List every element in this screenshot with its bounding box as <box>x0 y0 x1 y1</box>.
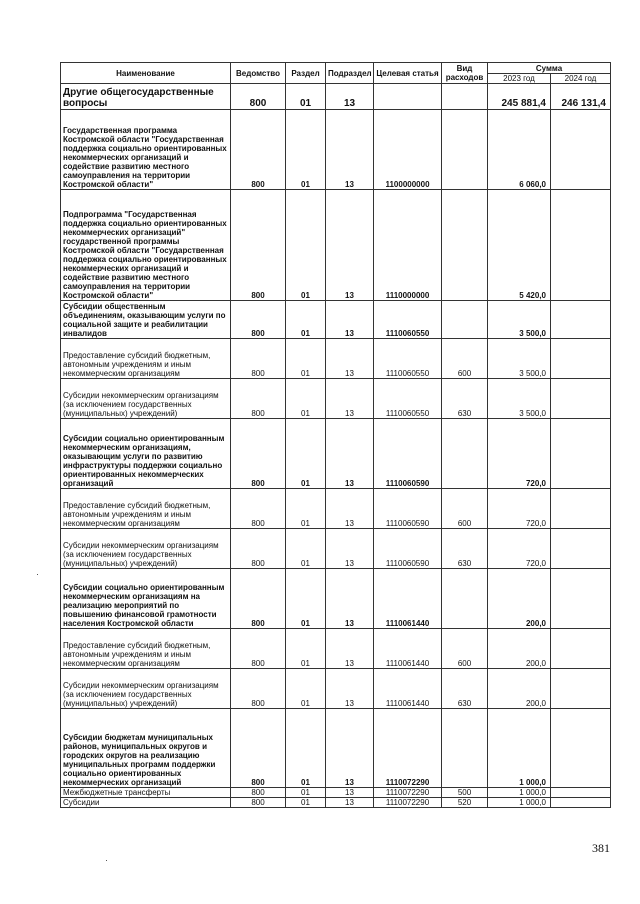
table-row <box>61 569 611 629</box>
row-section: 01 <box>286 419 326 489</box>
row-subsection: 13 <box>326 379 374 419</box>
scan-speck <box>37 574 38 575</box>
row-name: Предоставление субсидий бюджетным, автономным учреждениям и иным некоммерческим организациям <box>61 629 231 669</box>
row-subsection: 13 <box>326 301 374 339</box>
table-row <box>61 419 611 489</box>
col-header-exp-type: Вид расходов <box>442 63 488 84</box>
col-header-name: Наименование <box>61 63 231 84</box>
row-sum-2024 <box>551 788 611 798</box>
row-section: 01 <box>286 301 326 339</box>
table-row <box>61 788 611 798</box>
row-subsection: 13 <box>326 489 374 529</box>
row-dept: 800 <box>231 110 286 190</box>
row-sum-2024 <box>551 301 611 339</box>
row-section: 01 <box>286 629 326 669</box>
row-dept: 800 <box>231 629 286 669</box>
row-dept: 800 <box>231 301 286 339</box>
row-target: 1110060590 <box>374 419 442 489</box>
row-section: 01 <box>286 569 326 629</box>
row-exp-type <box>442 709 488 788</box>
row-name: Субсидии социально ориентированным некоммерческим организациям на реализацию мероприятий по повышению финансовой грамотности населения Костромской области <box>61 569 231 629</box>
row-exp-type: 600 <box>442 629 488 669</box>
row-exp-type: 600 <box>442 489 488 529</box>
row-dept: 800 <box>231 788 286 798</box>
row-subsection: 13 <box>326 669 374 709</box>
row-dept: 800 <box>231 190 286 301</box>
row-subsection: 13 <box>326 419 374 489</box>
row-exp-type: 520 <box>442 798 488 808</box>
row-subsection: 13 <box>326 798 374 808</box>
row-target: 1110060590 <box>374 529 442 569</box>
row-name: Предоставление субсидий бюджетным, автономным учреждениям и иным некоммерческим организациям <box>61 339 231 379</box>
row-section: 01 <box>286 788 326 798</box>
row-sum-2024 <box>551 629 611 669</box>
budget-table <box>60 62 611 808</box>
row-exp-type: 600 <box>442 339 488 379</box>
row-section: 01 <box>286 798 326 808</box>
row-sum-2023: 200,0 <box>488 569 551 629</box>
row-sum-2024 <box>551 419 611 489</box>
row-sum-2023: 1 000,0 <box>488 788 551 798</box>
row-subsection: 13 <box>326 339 374 379</box>
row-section: 01 <box>286 110 326 190</box>
row-sum-2024 <box>551 379 611 419</box>
row-target: 1110061440 <box>374 569 442 629</box>
row-target: 1110060590 <box>374 489 442 529</box>
row-dept: 800 <box>231 709 286 788</box>
row-name: Субсидии социально ориентированным некоммерческим организациям, оказывающим услуги по развитию инфраструктуры поддержки социально ориентированных некоммерческих организаций <box>61 419 231 489</box>
row-exp-type <box>442 569 488 629</box>
row-section: 01 <box>286 339 326 379</box>
col-header-section: Раздел <box>286 63 326 84</box>
row-section: 01 <box>286 709 326 788</box>
row-dept: 800 <box>231 84 286 110</box>
row-name: Субсидии общественным объединениям, оказывающим услуги по социальной защите и реабилитации инвалидов <box>61 301 231 339</box>
row-sum-2024 <box>551 529 611 569</box>
row-target: 1110061440 <box>374 629 442 669</box>
table-row <box>61 190 611 301</box>
row-target: 1110060550 <box>374 379 442 419</box>
row-subsection: 13 <box>326 529 374 569</box>
row-sum-2024: 246 131,4 <box>551 84 611 110</box>
row-name: Подпрограмма "Государственная поддержка социально ориентированных некоммерческих организаций" государственной программы Костромской области "Государственная поддержка социально ориентированных некоммерческих организаций и содействие развитию местного самоуправления на территории Костромской области" <box>61 190 231 301</box>
col-header-dept: Ведомство <box>231 63 286 84</box>
row-section: 01 <box>286 529 326 569</box>
row-exp-type <box>442 419 488 489</box>
row-exp-type: 630 <box>442 669 488 709</box>
row-dept: 800 <box>231 669 286 709</box>
row-sum-2023: 720,0 <box>488 529 551 569</box>
row-subsection: 13 <box>326 629 374 669</box>
row-subsection: 13 <box>326 110 374 190</box>
row-sum-2023: 5 420,0 <box>488 190 551 301</box>
row-dept: 800 <box>231 798 286 808</box>
row-subsection: 13 <box>326 709 374 788</box>
row-name: Субсидии <box>61 798 231 808</box>
row-name: Другие общегосударственные вопросы <box>61 84 231 110</box>
table-row <box>61 379 611 419</box>
col-header-sum: Сумма <box>488 63 611 74</box>
row-sum-2024 <box>551 339 611 379</box>
table-row <box>61 489 611 529</box>
row-name: Субсидии некоммерческим организациям (за исключением государственных (муниципальных) учреждений) <box>61 669 231 709</box>
row-dept: 800 <box>231 379 286 419</box>
table-row <box>61 669 611 709</box>
row-sum-2023: 3 500,0 <box>488 379 551 419</box>
row-exp-type: 630 <box>442 379 488 419</box>
row-target: 1110072290 <box>374 798 442 808</box>
row-target: 1110060550 <box>374 339 442 379</box>
row-name: Субсидии бюджетам муниципальных районов, муниципальных округов и городских округов на реализацию муниципальных программ поддержки социально ориентированных некоммерческих организаций <box>61 709 231 788</box>
row-sum-2024 <box>551 110 611 190</box>
row-sum-2023: 3 500,0 <box>488 301 551 339</box>
row-target <box>374 84 442 110</box>
row-sum-2023: 720,0 <box>488 419 551 489</box>
row-section: 01 <box>286 190 326 301</box>
row-sum-2023: 1 000,0 <box>488 798 551 808</box>
row-dept: 800 <box>231 419 286 489</box>
row-subsection: 13 <box>326 84 374 110</box>
row-sum-2024 <box>551 489 611 529</box>
row-sum-2023: 245 881,4 <box>488 84 551 110</box>
row-exp-type <box>442 190 488 301</box>
col-header-2023: 2023 год <box>488 74 551 84</box>
row-name: Государственная программа Костромской области "Государственная поддержка социально ориентированных некоммерческих организаций и содействие развитию местного самоуправления на территории Костромской области" <box>61 110 231 190</box>
row-name: Предоставление субсидий бюджетным, автономным учреждениям и иным некоммерческим организациям <box>61 489 231 529</box>
row-target: 1110072290 <box>374 788 442 798</box>
row-sum-2024 <box>551 798 611 808</box>
row-dept: 800 <box>231 529 286 569</box>
row-exp-type: 500 <box>442 788 488 798</box>
row-target: 1100000000 <box>374 110 442 190</box>
row-target: 1110072290 <box>374 709 442 788</box>
row-sum-2023: 6 060,0 <box>488 110 551 190</box>
row-name: Субсидии некоммерческим организациям (за исключением государственных (муниципальных) учреждений) <box>61 529 231 569</box>
table-row <box>61 84 611 110</box>
col-header-target: Целевая статья <box>374 63 442 84</box>
row-sum-2024 <box>551 709 611 788</box>
page-number: 381 <box>592 841 610 855</box>
scan-speck <box>106 860 107 861</box>
row-sum-2024 <box>551 569 611 629</box>
row-section: 01 <box>286 379 326 419</box>
row-name: Межбюджетные трансферты <box>61 788 231 798</box>
row-exp-type <box>442 110 488 190</box>
table-row <box>61 629 611 669</box>
table-row <box>61 339 611 379</box>
row-name: Субсидии некоммерческим организациям (за исключением государственных (муниципальных) учреждений) <box>61 379 231 419</box>
table-row <box>61 529 611 569</box>
row-exp-type <box>442 84 488 110</box>
row-subsection: 13 <box>326 190 374 301</box>
row-sum-2024 <box>551 669 611 709</box>
table-row <box>61 301 611 339</box>
row-sum-2023: 1 000,0 <box>488 709 551 788</box>
col-header-2024: 2024 год <box>551 74 611 84</box>
row-dept: 800 <box>231 339 286 379</box>
table-body <box>61 84 611 808</box>
table-row <box>61 798 611 808</box>
row-target: 1110000000 <box>374 190 442 301</box>
row-sum-2023: 720,0 <box>488 489 551 529</box>
row-sum-2024 <box>551 190 611 301</box>
row-subsection: 13 <box>326 569 374 629</box>
row-subsection: 13 <box>326 788 374 798</box>
row-section: 01 <box>286 489 326 529</box>
row-sum-2023: 3 500,0 <box>488 339 551 379</box>
row-section: 01 <box>286 669 326 709</box>
row-section: 01 <box>286 84 326 110</box>
table-row <box>61 709 611 788</box>
row-target: 1110061440 <box>374 669 442 709</box>
row-sum-2023: 200,0 <box>488 629 551 669</box>
row-sum-2023: 200,0 <box>488 669 551 709</box>
row-target: 1110060550 <box>374 301 442 339</box>
row-exp-type <box>442 301 488 339</box>
row-dept: 800 <box>231 569 286 629</box>
table-row <box>61 110 611 190</box>
row-exp-type: 630 <box>442 529 488 569</box>
col-header-subsection: Подраздел <box>326 63 374 84</box>
row-dept: 800 <box>231 489 286 529</box>
